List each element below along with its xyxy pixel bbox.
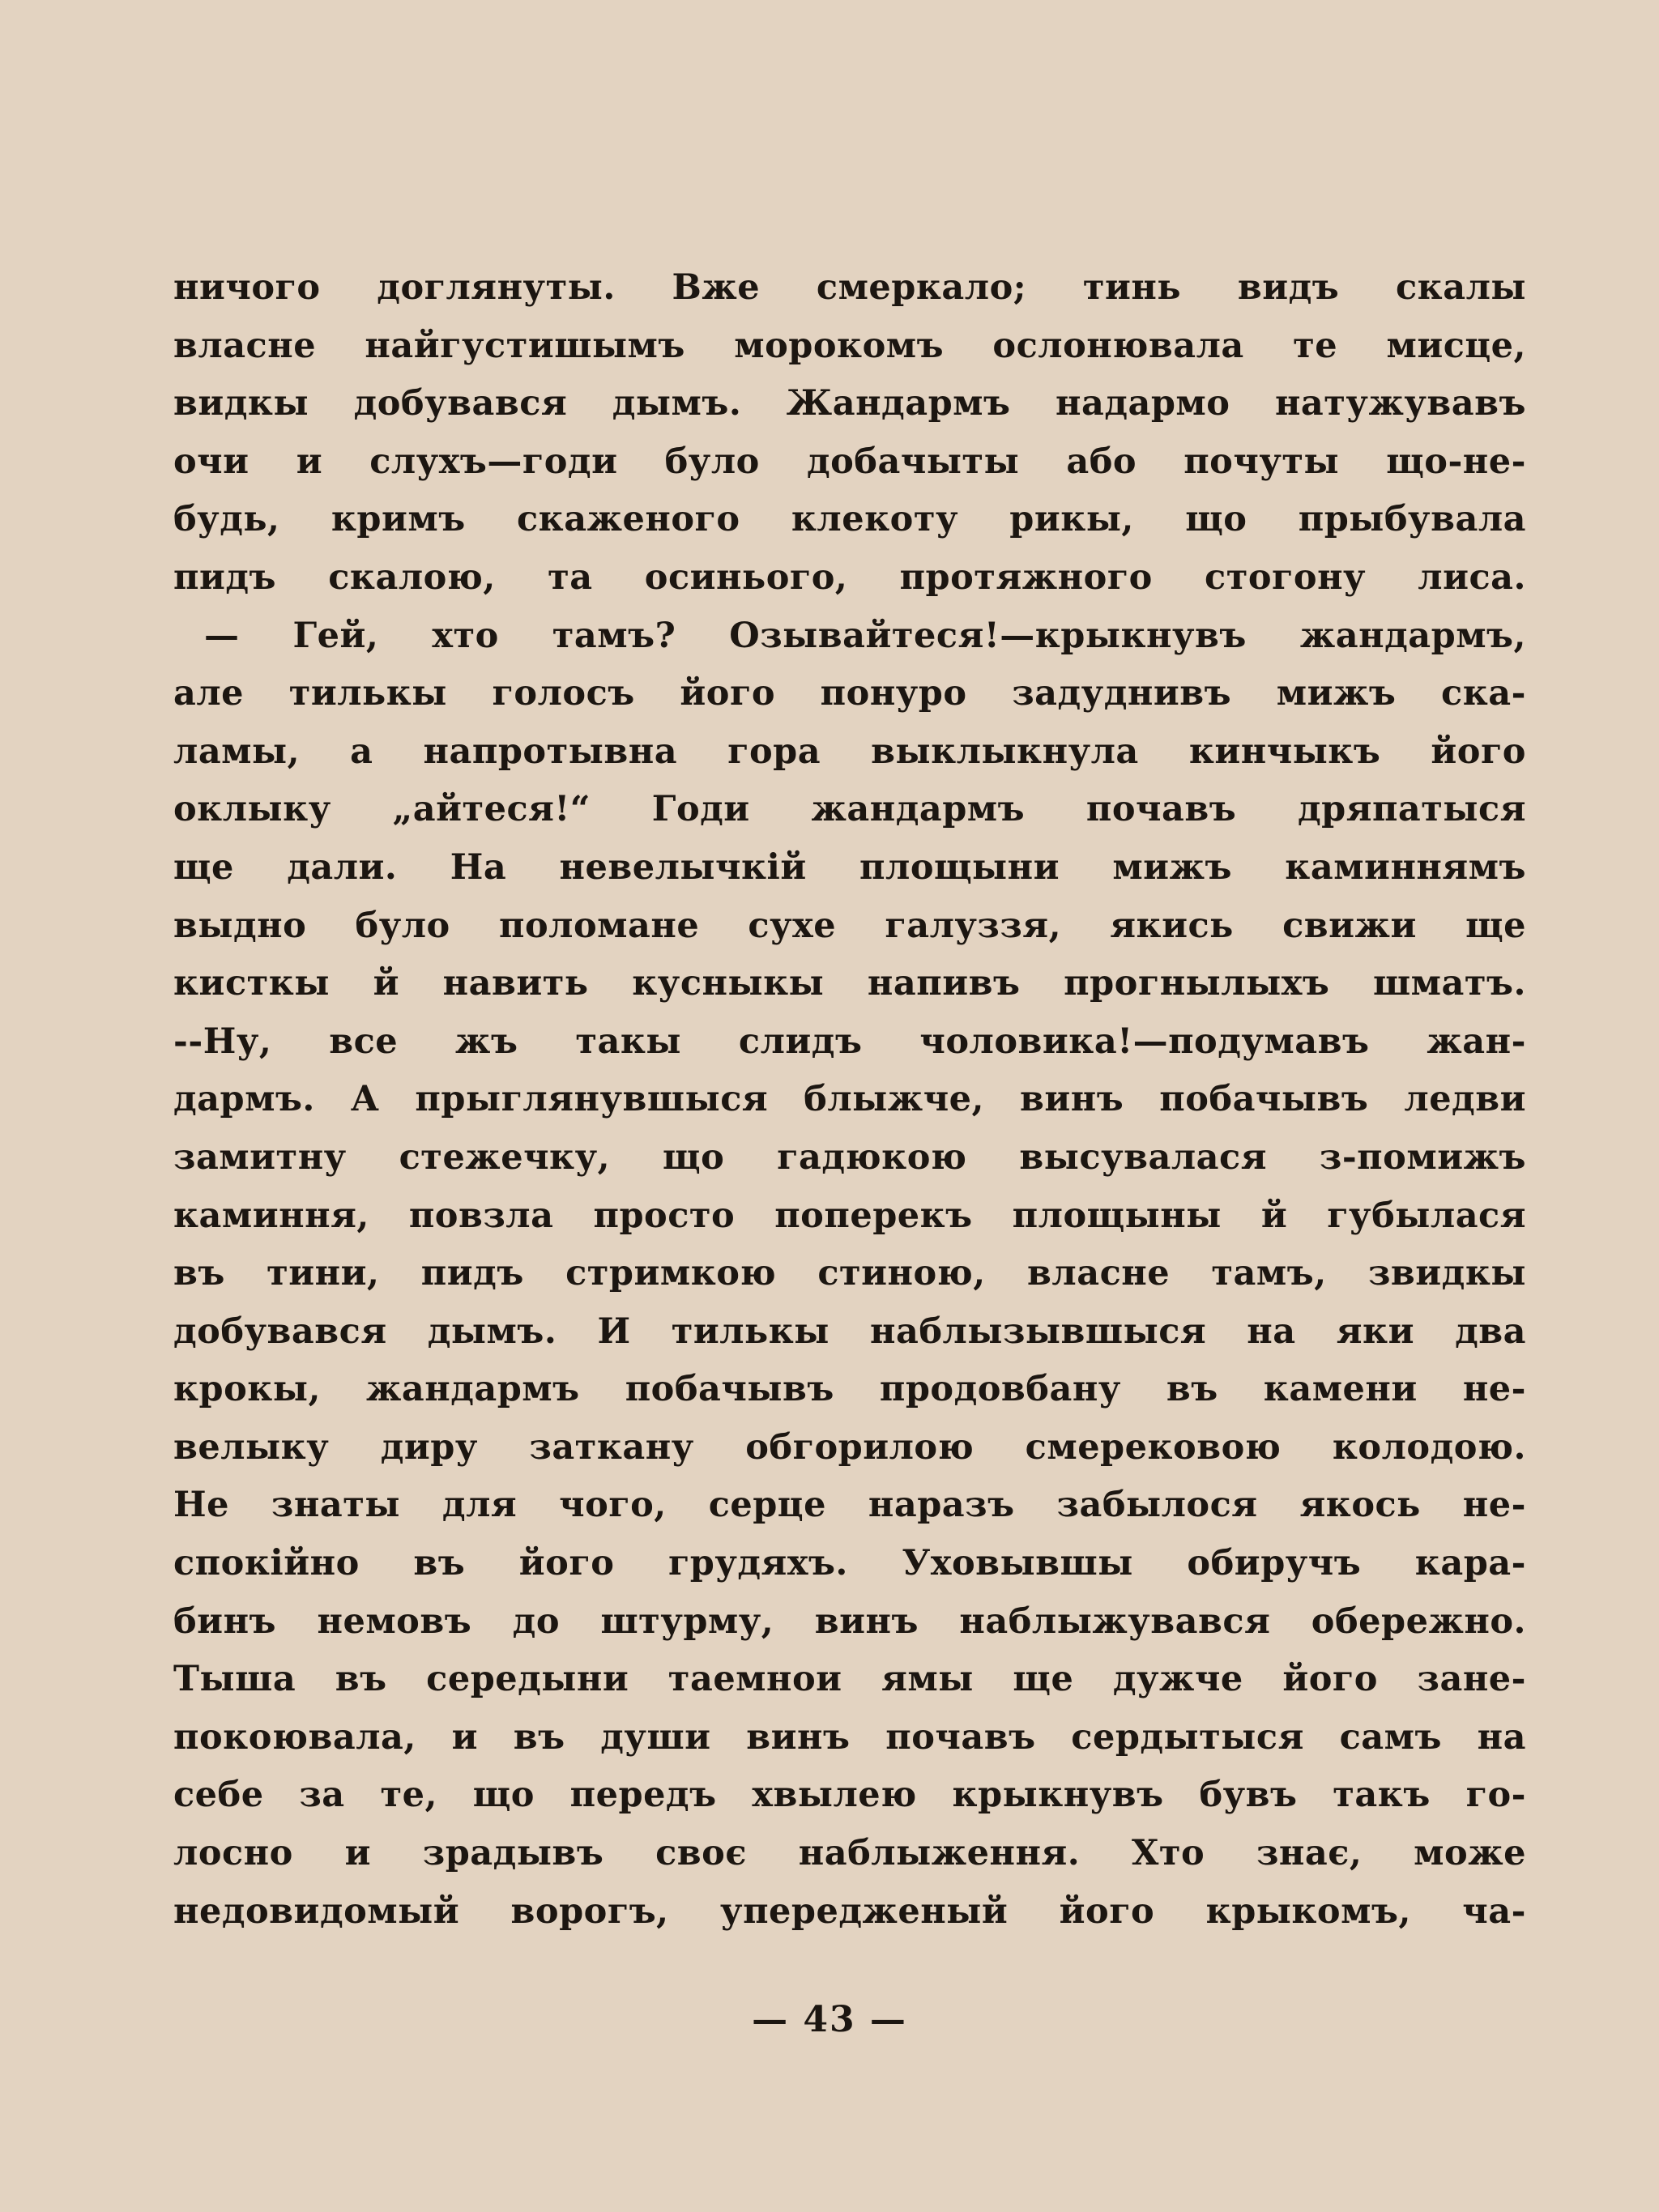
text-line: ще дали. На невелычкій площыни мижъ каминнямъ [173,846,1526,888]
text-line: лосно и зрадывъ своє наблыження. Хто знає, може [173,1833,1526,1874]
text-line: власне найгустишымъ морокомъ ослонювала те мисце, [173,325,1526,366]
text-line: очи и слухъ—годи було добачыты або почуты що-не- [173,441,1526,482]
text-line: — Гей, хто тамъ? Озывайтеся!—крыкнувъ жандармъ, [204,615,1526,656]
text-line: въ тини, пидъ стримкою стиною, власне тамъ, звидкы [173,1253,1526,1294]
text-line: Тыша въ середыни таемнои ямы ще дужче його зане- [173,1659,1526,1700]
text-line: бинъ немовъ до штурму, винъ наблыжувався обережно. [173,1600,1526,1642]
text-line: оклыку „айтеся!“ Годи жандармъ почавъ дряпатыся [173,789,1526,830]
text-line: спокійно въ його грудяхъ. Уховывшы обиручъ кара- [173,1543,1526,1584]
text-line: выдно було поломане сухе галуззя, якись свижи ще [173,905,1526,946]
text-line: велыку диру заткану обгорилою смерековою колодою. [173,1426,1526,1468]
text-line: кисткы й навить кусныкы напивъ прогнылыхъ шматъ. [173,963,1526,1004]
text-line: видкы добувався дымъ. Жандармъ надармо натужувавъ [173,383,1526,424]
text-line: ничого доглянуты. Вже смеркало; тинь видъ скалы [173,267,1526,308]
text-line: дармъ. А прыглянувшыся блыжче, винъ побачывъ ледви [173,1079,1526,1120]
text-line: Не знаты для чого, серце наразъ забылося якось не- [173,1485,1526,1526]
text-line: себе за те, що передъ хвылею крыкнувъ бувъ такъ го- [173,1775,1526,1816]
text-line: покоювала, и въ души винъ почавъ сердытыся самъ на [173,1716,1526,1758]
page-number: — 43 — [752,1999,907,2040]
text-line: добувався дымъ. И тилькы наблызывшыся на яки два [173,1311,1526,1352]
text-line: ламы, а напротывна гора выклыкнула кинчыкъ його [173,731,1526,772]
text-line: каминня, повзла просто поперекъ площыны й губылася [173,1195,1526,1236]
text-line: недовидомый ворогъ, упередженый його крыкомъ, ча- [173,1890,1526,1932]
text-line: крокы, жандармъ побачывъ продовбану въ камени не- [173,1369,1526,1410]
text-line: пидъ скалою, та осинього, протяжного стогону лиса. [173,556,1526,598]
text-line: але тилькы голосъ його понуро задуднивъ мижъ ска- [173,673,1526,714]
text-line: будь, кримъ скаженого клекоту рикы, що прыбувала [173,499,1526,540]
text-line: замитну стежечку, що гадюкою высувалася з-помижъ [173,1136,1526,1178]
text-line: --Ну, все жъ такы слидъ чоловика!—подумавъ жан- [173,1021,1526,1062]
body-text [173,259,1526,1941]
